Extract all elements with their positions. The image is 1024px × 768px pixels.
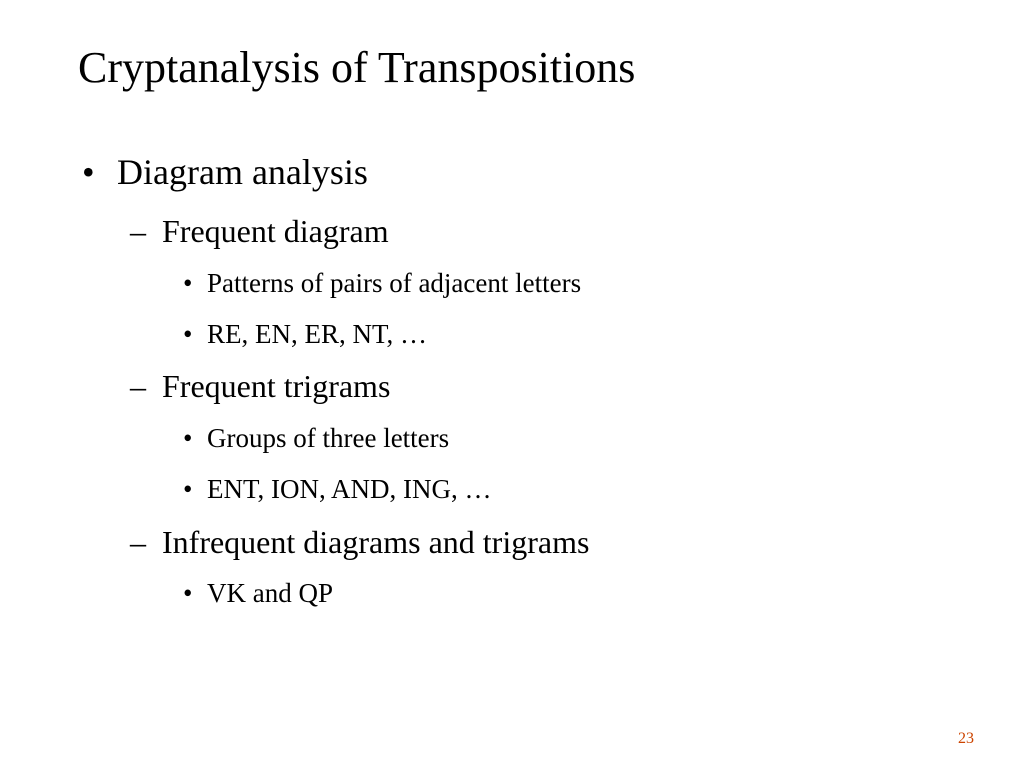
bullet-text: Frequent diagram [162,213,389,249]
dash-marker: – [130,368,146,404]
bullet-text: Diagram analysis [117,152,368,192]
bullet-text: Frequent trigrams [162,368,391,404]
bullet-text: Groups of three letters [207,423,450,453]
bullet-marker: • [183,474,193,504]
bullet-marker: • [183,319,193,349]
bullet-marker: • [183,578,193,608]
bullet-text: VK and QP [207,578,333,608]
bullet-text: Patterns of pairs of adjacent letters [207,268,582,298]
bullet-text: ENT, ION, AND, ING, … [207,474,492,504]
bullet-marker: • [183,423,193,453]
slide-title: Cryptanalysis of Transpositions [78,43,636,92]
bullet-marker: • [82,152,95,192]
page-number: 23 [958,730,974,747]
bullet-text: Infrequent diagrams and trigrams [162,524,590,560]
bullet-text: RE, EN, ER, NT, … [207,319,427,349]
dash-marker: – [130,213,146,249]
bullet-marker: • [183,268,193,298]
dash-marker: – [130,524,146,560]
